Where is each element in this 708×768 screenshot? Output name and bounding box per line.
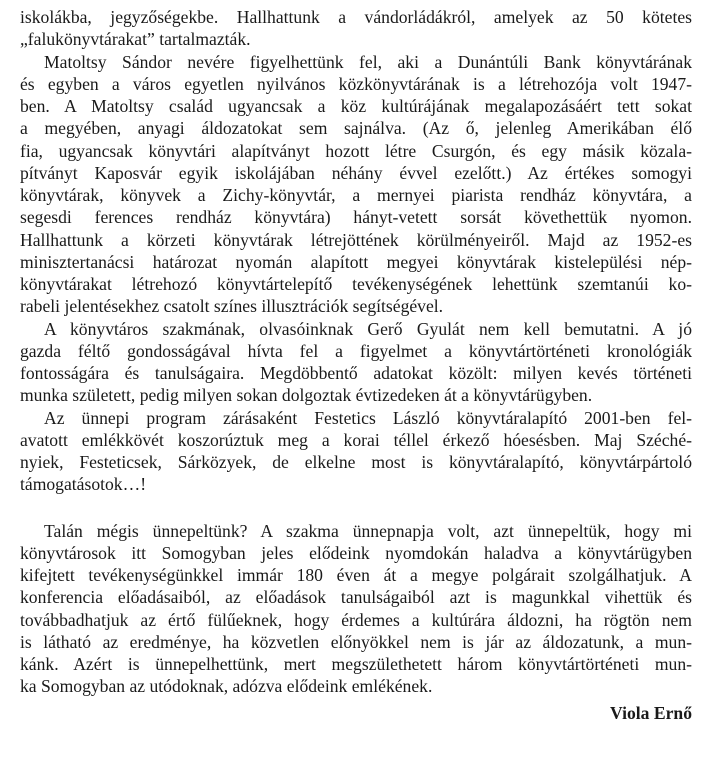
text-line: kánk. Azért is ünnepelhettünk, mert megszülethetett három könyvtártörténeti mun- <box>20 654 692 674</box>
text-line: továbbadhatjuk az értő fülűeknek, hogy érdemes a kultúrára áldozni, ha rögtön nem <box>20 609 692 630</box>
text-line: pítványt Kaposvár egyik iskolájában néhány évvel ezelőtt.) Az értékes somogyi <box>20 162 692 183</box>
paragraph <box>20 520 692 698</box>
article-body <box>20 6 692 698</box>
text-line: kifejtett tevékenységünkkel immár 180 éven át a megye polgárait szolgálhatjuk. A <box>20 565 692 585</box>
text-line: gazda féltő gondosságával hívta fel a figyelmet a könyvtártörténeti kronológiák <box>20 340 692 361</box>
text-line: iskolákba, jegyzőségekbe. Hallhattunk a vándorládákról, amelyek az 50 kötetes <box>20 7 692 27</box>
text-line: ka Somogyban az utódoknak, adózva elődeink emlékének. <box>20 676 433 697</box>
document-page <box>20 6 692 724</box>
paragraph <box>20 51 692 318</box>
text-line: Matoltsy Sándor nevére figyelhettünk fel, aki a Dunántúli Bank könyvtárának <box>44 51 692 72</box>
text-line: fontosságára és tanulságaira. Megdöbbentő adatokat közölt: milyen kevés történeti <box>20 363 692 383</box>
text-line: könyvtárakat létrehozó könyvtártelepítő tevékenységének lehettünk szemtanúi ko- <box>20 274 692 294</box>
text-line: minisztertanácsi határozat nyomán alapított megyei könyvtárak kistelepülési nép- <box>20 251 692 272</box>
text-line: avatott emlékkövét koszorúztuk meg a korai téllel érkező hóesésben. Maj Széché- <box>20 429 692 450</box>
text-line: és egyben a város egyetlen nyilvános közkönyvtárának is a létrehozója volt 1947- <box>20 73 692 94</box>
author-signature: Viola Ernő <box>610 702 692 723</box>
paragraph-gap <box>20 496 692 520</box>
text-line: támogatásotok…! <box>20 474 147 495</box>
text-line: konferencia előadásaiból, az előadások tanulságaiból azt is magunkkal vihettük és <box>20 587 692 608</box>
paragraph <box>20 318 692 407</box>
text-line: rabeli jelentésekhez csatolt színes illusztrációk segítségével. <box>20 296 444 317</box>
paragraph <box>20 407 692 496</box>
text-line: „falukönyvtárakat” tartalmazták. <box>20 29 251 50</box>
text-line: nyiek, Festeticsek, Sárközyek, de elkelne most is könyvtáralapító, könyvtárpártoló <box>20 452 692 472</box>
text-line: munka született, pedig milyen sokan dolgoztak évtizedeken át a könyvtárügyben. <box>20 385 593 406</box>
text-line: segesdi ferences rendház könyvtára) hányt-vetett sorsát követhettük nyomon. <box>20 207 692 228</box>
text-line: a megyében, anyagi áldozatokat sem sajnálva. (Az ő, jelenleg Amerikában élő <box>20 118 692 139</box>
text-line: Talán mégis ünnepeltünk? A szakma ünnepnapja volt, azt ünnepeltük, hogy mi <box>44 520 692 541</box>
text-line: könyvtárosok itt Somogyban jeles elődeink nyomdokán haladva a könyvtárügyben <box>20 542 692 563</box>
text-line: A könyvtáros szakmának, olvasóinknak Gerő Gyulát nem kell bemutatni. A jó <box>44 318 692 339</box>
text-line: ben. A Matoltsy család ugyancsak a köz kultúrájának megalapozásáért tett sokat <box>20 96 692 116</box>
text-line: is látható az eredménye, ha közvetlen előnyökkel nem is jár az áldozatunk, a mun- <box>20 631 692 652</box>
text-line: könyvtárak, könyvek a Zichy-könyvtár, a mernyei piarista rendház könyvtára, a <box>20 185 692 205</box>
paragraph <box>20 6 692 51</box>
text-line: Az ünnepi program zárásaként Festetics László könyvtáralapító 2001-ben fel- <box>44 407 692 428</box>
text-line: fia, ugyancsak könyvtári alapítványt hozott létre Csurgón, és egy másik közala- <box>20 140 692 161</box>
text-line: Hallhattunk a körzeti könyvtárak létrejöttének körülményeiről. Majd az 1952-es <box>20 229 692 250</box>
